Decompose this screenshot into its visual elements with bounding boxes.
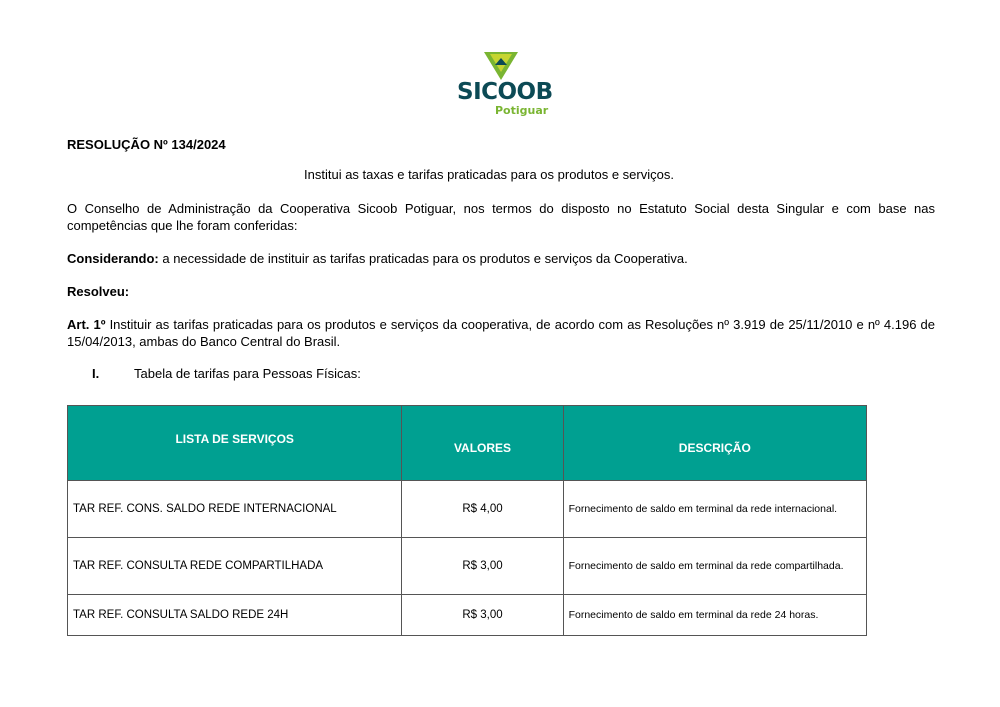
article-1-label: Art. 1º (67, 317, 106, 332)
list-roman-numeral: I. (92, 366, 100, 381)
value-cell: R$ 3,00 (402, 538, 563, 595)
considering-label: Considerando: (67, 251, 159, 266)
header-description: DESCRIÇÃO (563, 406, 866, 481)
value-cell: R$ 3,00 (402, 595, 563, 636)
table-row (68, 538, 867, 595)
value-cell: R$ 4,00 (402, 481, 563, 538)
resolution-title: RESOLUÇÃO Nº 134/2024 (67, 137, 226, 152)
article-1-paragraph (67, 316, 935, 350)
list-item-text: Tabela de tarifas para Pessoas Físicas: (134, 366, 361, 381)
header-services: LISTA DE SERVIÇOS (68, 406, 402, 481)
resolution-subtitle: Institui as taxas e tarifas praticadas para os produtos e serviços. (304, 167, 674, 182)
intro-paragraph: O Conselho de Administração da Cooperativa Sicoob Potiguar, nos termos do disposto no Estatuto Social desta Singular e com base nas competências que lhe foram conferidas: (67, 201, 935, 233)
logo-brand: SICOOB (457, 79, 553, 105)
service-cell: TAR REF. CONS. SALDO REDE INTERNACIONAL (68, 481, 402, 538)
sicoob-logo-icon (484, 52, 518, 80)
description-cell: Fornecimento de saldo em terminal da rede compartilhada. (563, 538, 866, 595)
table-row (68, 481, 867, 538)
resolved-heading: Resolveu: (67, 284, 130, 299)
considering-paragraph (67, 250, 935, 267)
table-row (68, 595, 867, 636)
considering-text: a necessidade de instituir as tarifas praticadas para os produtos e serviços da Cooperativa. (158, 251, 688, 266)
tariff-table (67, 405, 867, 636)
header-values: VALORES (402, 406, 563, 481)
service-cell: TAR REF. CONSULTA REDE COMPARTILHADA (68, 538, 402, 595)
description-cell: Fornecimento de saldo em terminal da rede internacional. (563, 481, 866, 538)
list-item-pessoas-fisicas (92, 366, 361, 381)
description-cell: Fornecimento de saldo em terminal da rede 24 horas. (563, 595, 866, 636)
table-header-row (68, 406, 867, 481)
article-1-text: Instituir as tarifas praticadas para os produtos e serviços da cooperativa, de acordo com as Resoluções nº 3.919 de 25/11/2010 e nº 4.196 de 15/04/2013, ambas do Banco Central do Brasil. (67, 317, 935, 349)
service-cell: TAR REF. CONSULTA SALDO REDE 24H (68, 595, 402, 636)
sicoob-logo (457, 52, 553, 120)
logo-subtitle: Potiguar (495, 104, 549, 117)
